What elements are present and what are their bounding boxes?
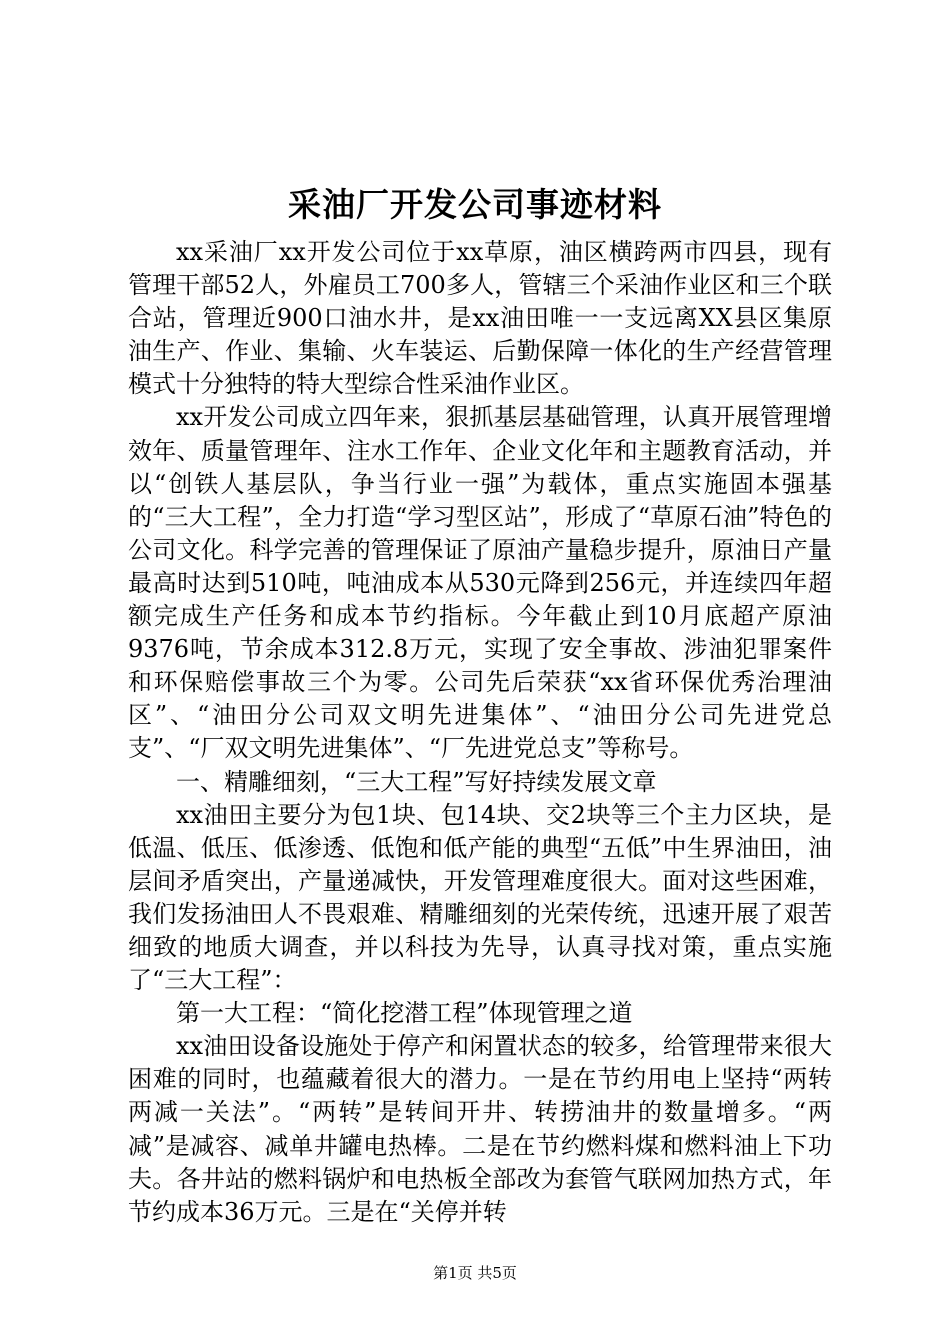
page-footer: 第1页 共5页 [433,1264,517,1282]
document-title: 采油厂开发公司事迹材料 [288,185,662,224]
paragraph-achievements: xx开发公司成立四年来，狠抓基层基础管理，认真开展管理增效年、质量管理年、注水工作年、企业文化年和主题教育活动，并以“创铁人基层队，争当行业一强”为载体，重点实施固本强基的“三大工程”，全力打造“学习型区站”，形成了“草原石油”特色的公司文化。科学完善的管理保证了原油产量稳步提升，原油日产量最高时达到510吨，吨油成本从530元降到256元，并连续四年超额完成生产任务和成本节约指标。今年截止到10月底超产原油9376吨，节余成本312.8万元，实现了安全事故、涉油犯罪案件和环保赔偿事故三个为零。公司先后荣获“xx省环保优秀治理油区”、“油田分公司双文明先进集体”、“油田分公司先进党总支”、“厂双文明先进集体”、“厂先进党总支”等称号。 [128,403,832,763]
paragraph-oilfield: xx油田主要分为包1块、包14块、交2块等三个主力区块，是低温、低压、低渗透、低饱和低产能的典型“五低”中生界油田，油层间矛盾突出，产量递减快，开发管理难度很大。面对这些困难，我们发扬油田人不畏艰难、精雕细刻的光荣传统，迅速开展了艰苦细致的地质大调查，并以科技为先导，认真寻找对策，重点实施了“三大工程”： [128,800,832,995]
section-heading-1: 一、精雕细刻，“三大工程”写好持续发展文章 [176,767,657,796]
paragraph-equipment: xx油田设备设施处于停产和闲置状态的较多，给管理带来很大困难的同时，也蕴藏着很大的潜力。一是在节约用电上坚持“两转两减一关法”。“两转”是转间开井、转捞油井的数量增多。“两减”是减容、减单井罐电热棒。二是在节约燃料煤和燃料油上下功夫。各井站的燃料锅炉和电热板全部改为套管气联网加热方式，年节约成本36万元。三是在“关停并转 [128,1032,832,1226]
paragraph-intro: xx采油厂xx开发公司位于xx草原，油区横跨两市四县，现有管理干部52人，外雇员工700多人，管辖三个采油作业区和三个联合站，管理近900口油水井，是xx油田唯一一支远离XX县区集原油生产、作业、集输、火车装运、后勤保障一体化的生产经营管理模式十分独特的特大型综合性采油作业区。 [128,238,832,399]
subsection-heading-1: 第一大工程：“简化挖潜工程”体现管理之道 [176,999,633,1028]
document-body [128,236,832,1229]
